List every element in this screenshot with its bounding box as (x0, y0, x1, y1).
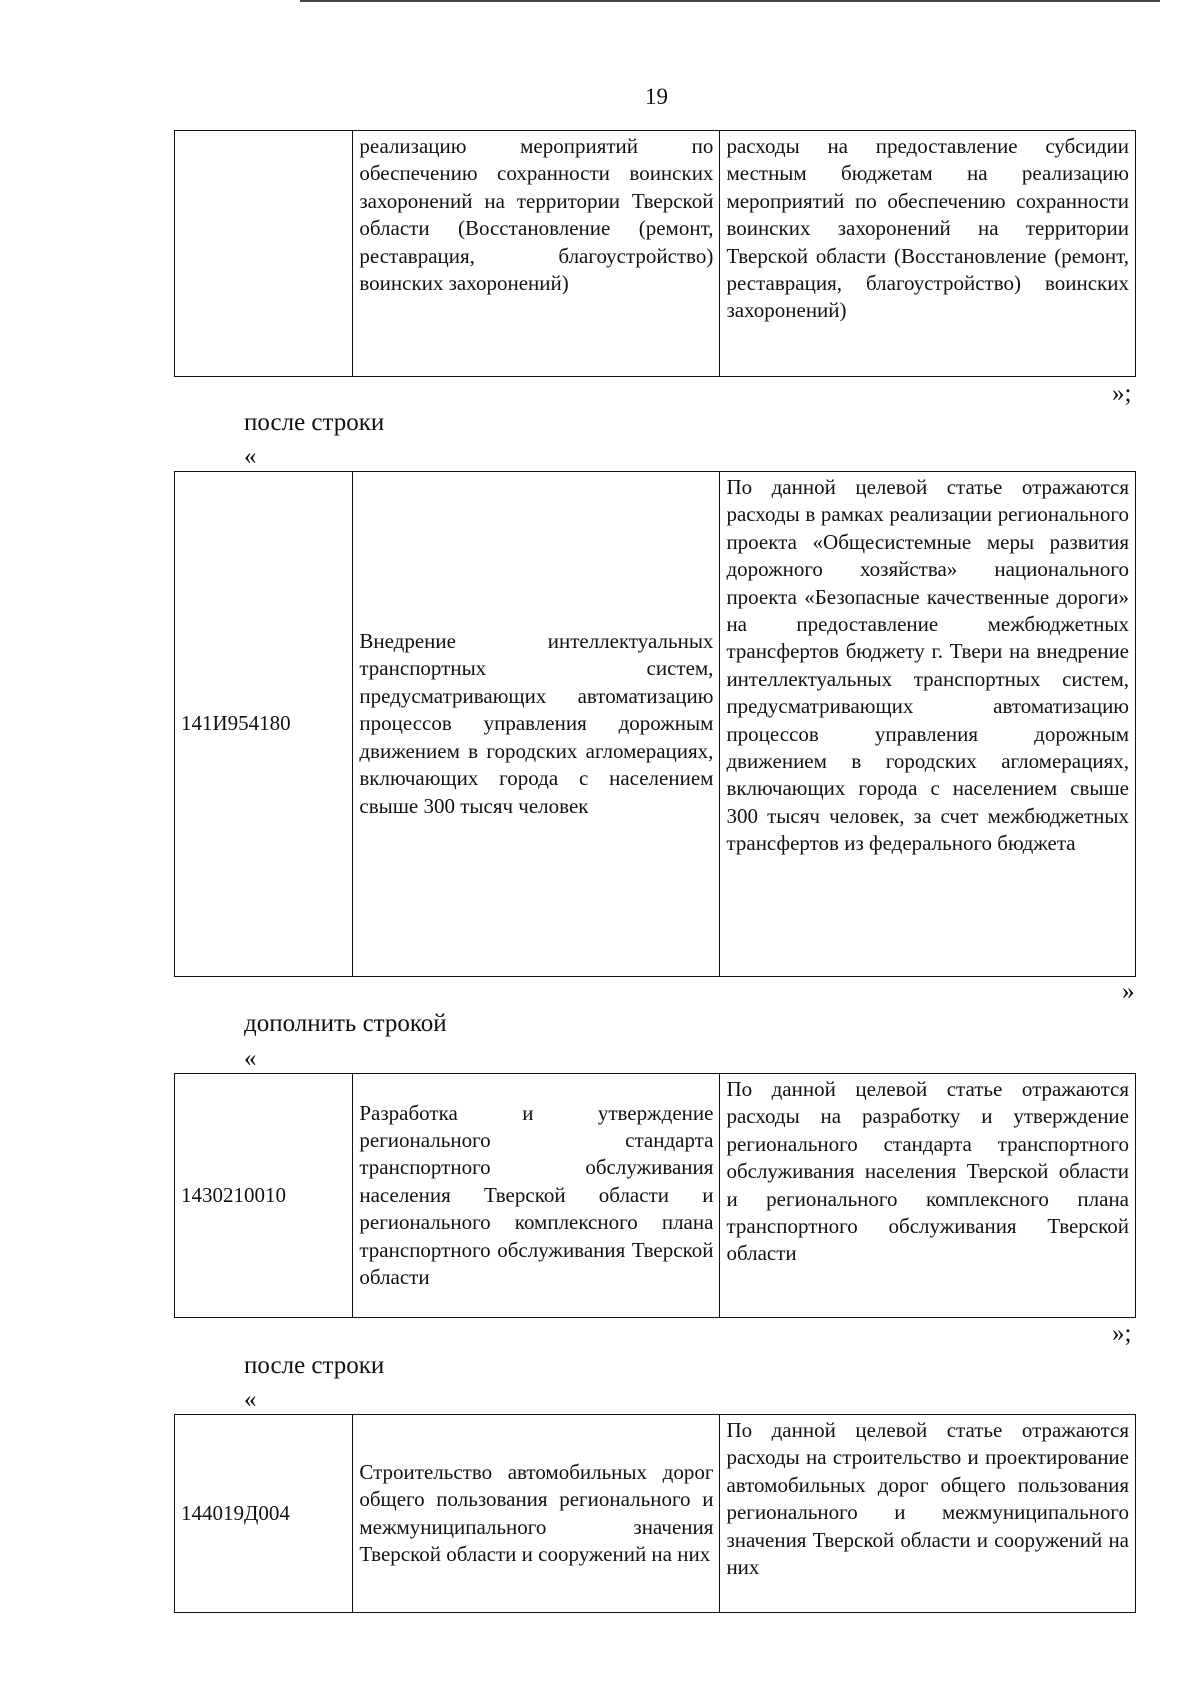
page-number: 19 (645, 84, 668, 109)
close-quote: »; (1112, 1320, 1132, 1347)
row-name: Внедрение интеллектуальных транспортных систем, предусматривающих автоматизацию процессов управления дорожным движением в городских агломерациях, включающих города с населением свыше 300 тысяч человек (353, 472, 720, 977)
open-quote: « (244, 1386, 257, 1413)
table-row-2 (174, 471, 1136, 977)
row-code (175, 131, 353, 377)
close-quote: » (1122, 978, 1135, 1005)
row-name: реализацию мероприятий по обеспечению сохранности воинских захоронений на территории Тверской области (Восстановление (ремонт, реставрация, благоустройство) воинских захоронений) (353, 131, 720, 377)
row-code: 141И954180 (175, 472, 353, 977)
row-description: По данной целевой статье отражаются расходы на строительство и проектирование автомобильных дорог общего пользования регионального и межмуниципального значения Тверской области и сооружений на них (720, 1415, 1136, 1613)
row-code: 144019Д004 (175, 1415, 353, 1613)
row-name: Строительство автомобильных дорог общего пользования регионального и межмуниципального значения Тверской области и сооружений на них (353, 1415, 720, 1613)
top-edge-line (300, 0, 1160, 2)
close-quote: »; (1112, 380, 1132, 407)
open-quote: « (244, 1045, 257, 1072)
row-code: 1430210010 (175, 1074, 353, 1318)
open-quote: « (244, 443, 257, 470)
row-description: По данной целевой статье отражаются расходы в рамках реализации регионального проекта «Общесистемные меры развития дорожного хозяйства» национального проекта «Безопасные качественные дороги» на предоставление межбюджетных трансфертов бюджету г. Твери на внедрение интеллектуальных транспортных систем, предусматривающих автоматизацию процессов управления дорожным движением в городских агломерациях, включающих города с населением свыше 300 тысяч человек, за счет межбюджетных трансфертов из федерального бюджета (720, 472, 1136, 977)
table-row-4 (174, 1414, 1136, 1613)
row-name: Разработка и утверждение регионального стандарта транспортного обслуживания населения Тверской области и регионального комплексного плана транспортного обслуживания Тверской области (353, 1074, 720, 1318)
section-label: после строки (244, 409, 385, 436)
table-row-1 (174, 130, 1136, 377)
row-description: По данной целевой статье отражаются расходы на разработку и утверждение регионального стандарта транспортного обслуживания населения Тверской области и регионального комплексного плана транспортного обслуживания Тверской области (720, 1074, 1136, 1318)
table-row-3 (174, 1073, 1136, 1318)
section-label: после строки (244, 1352, 385, 1379)
section-label: дополнить строкой (244, 1010, 447, 1037)
row-description: расходы на предоставление субсидии местным бюджетам на реализацию мероприятий по обеспечению сохранности воинских захоронений на территории Тверской области (Восстановление (ремонт, реставрация, благоустройство) воинских захоронений) (720, 131, 1136, 377)
